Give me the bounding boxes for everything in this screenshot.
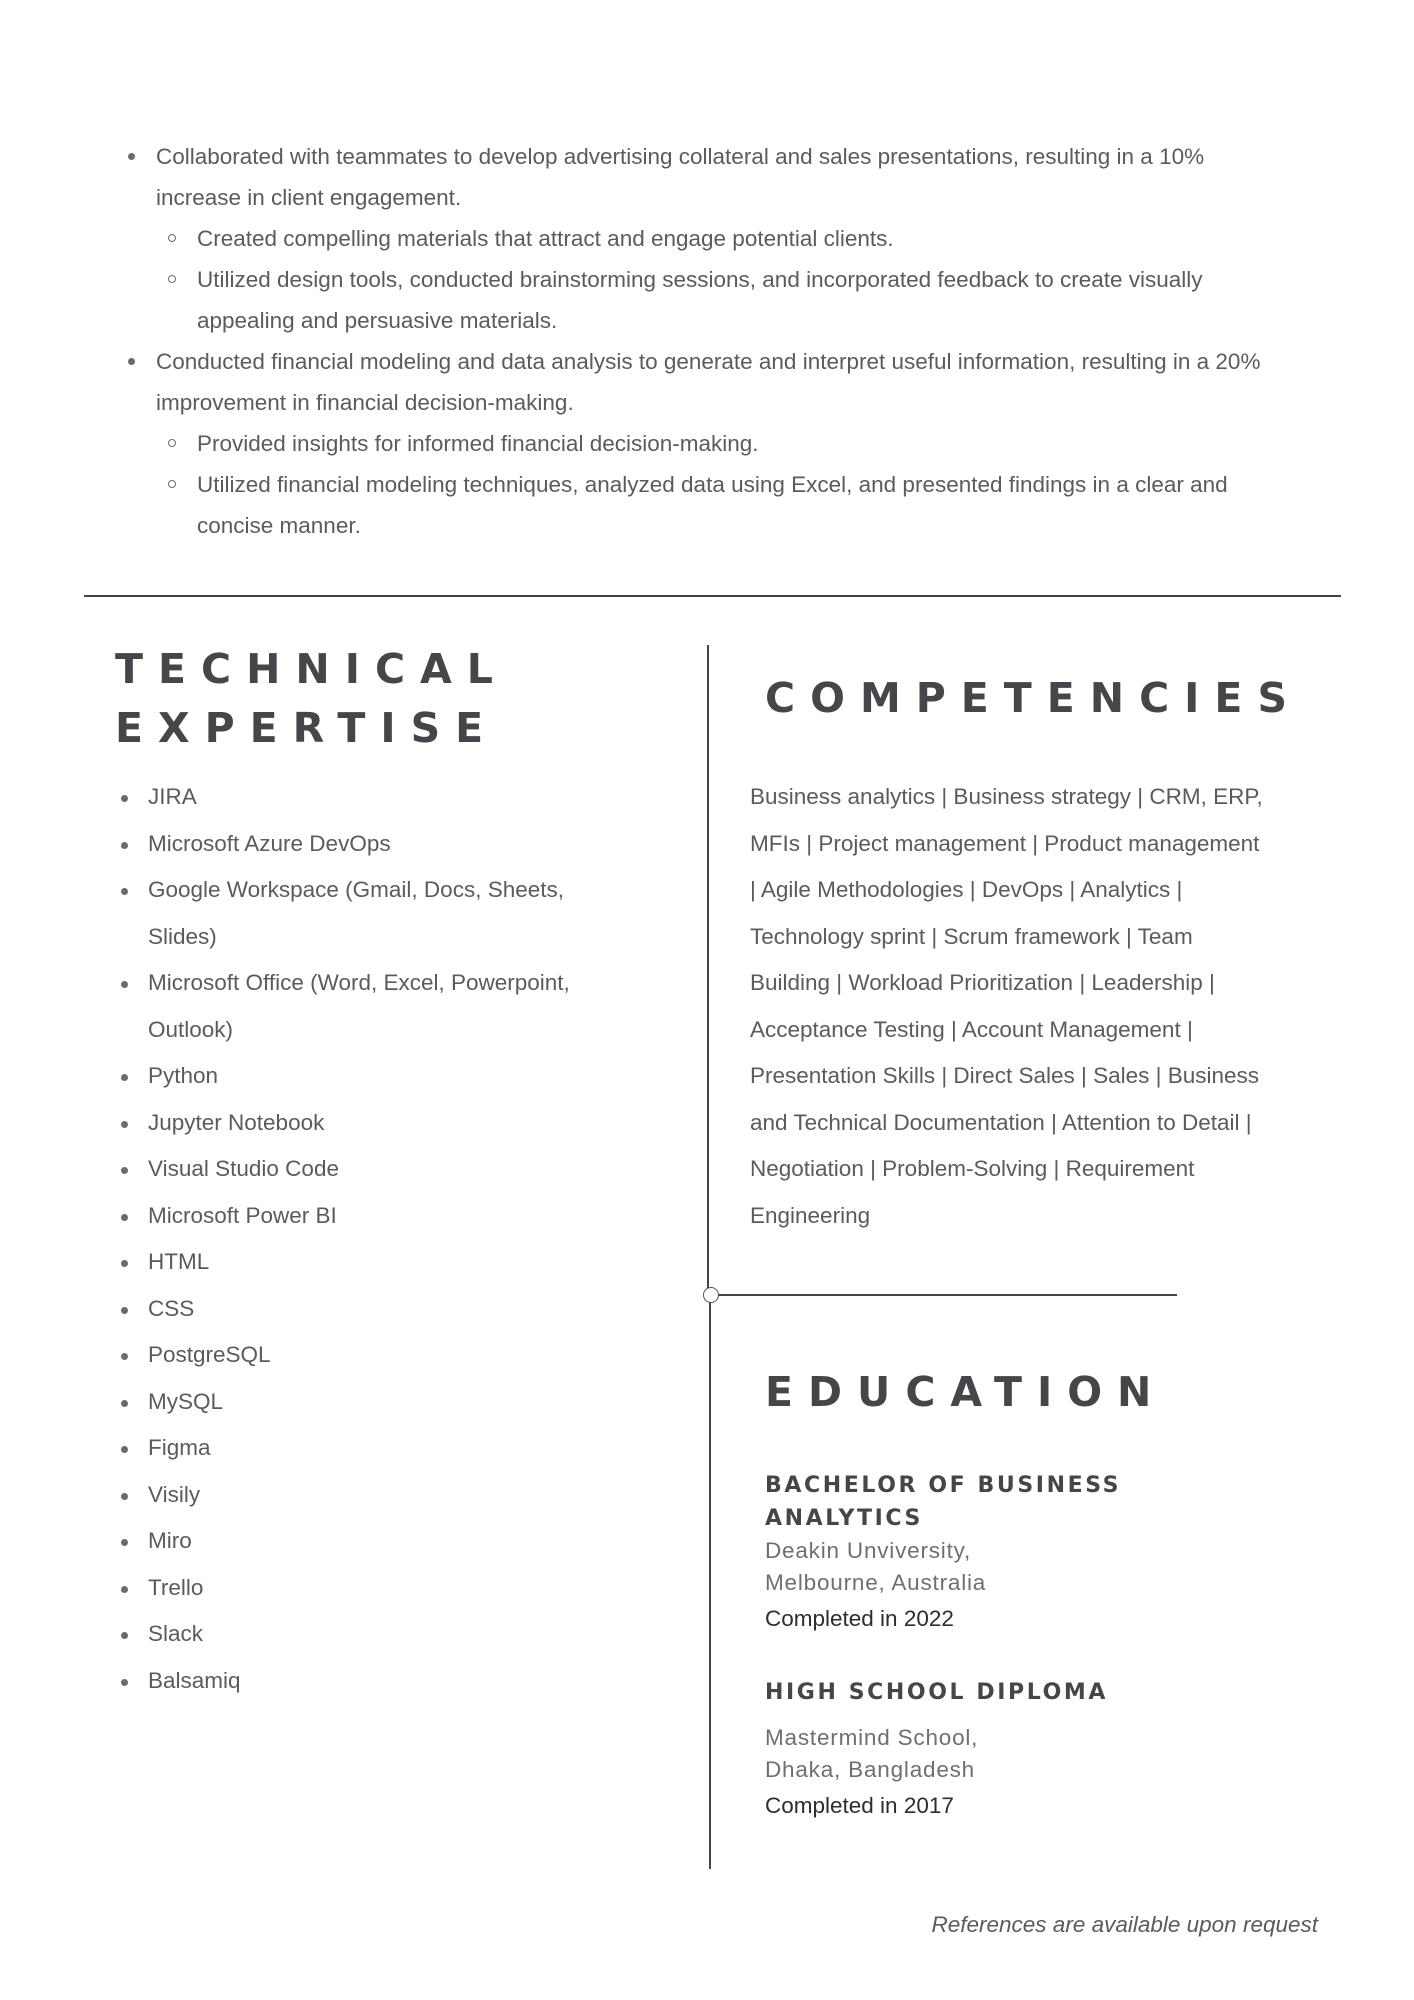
skill-item: Microsoft Power BI — [115, 1193, 575, 1240]
degree-title: HIGH SCHOOL DIPLOMA — [765, 1680, 1109, 1705]
column-divider-bottom — [709, 1295, 711, 1869]
degree-title-line1: BACHELOR OF BUSINESS — [765, 1473, 1122, 1498]
skill-item: Google Workspace (Gmail, Docs, Sheets, Slides) — [115, 867, 575, 960]
experience-sub-bullet: Provided insights for informed financial decision-making. — [120, 423, 1280, 464]
education-heading: EDUCATION — [765, 1368, 1167, 1416]
skill-item: Jupyter Notebook — [115, 1100, 575, 1147]
education-entry-highschool — [765, 1676, 1245, 1824]
technical-heading-line1: TECHNICAL — [115, 645, 508, 693]
technical-heading — [115, 640, 508, 758]
section-divider — [84, 595, 1341, 597]
skill-item: Microsoft Office (Word, Excel, Powerpoint, Outlook) — [115, 960, 575, 1053]
completion-date: Completed in 2022 — [765, 1606, 954, 1631]
competencies-text: Business analytics | Business strategy | CRM, ERP, MFIs | Project management | Product management | Agile Methodologies | DevOps | Analytics | Technology sprint | Scrum framework | Team Building | Workload Prioritization | Leadership | Acceptance Testing | Account Management | Presentation Skills | Direct Sales | Sales | Business and Technical Documentation | Attention to Detail | Negotiation | Problem-Solving | Requirement Engineering — [750, 784, 1263, 1228]
skill-item: Microsoft Azure DevOps — [115, 821, 575, 868]
skill-item: Visual Studio Code — [115, 1146, 575, 1193]
skill-item: Miro — [115, 1518, 575, 1565]
column-divider-top — [707, 645, 709, 1295]
experience-bullet-list — [120, 136, 1280, 546]
school-name: Deakin Unviversity, — [765, 1538, 972, 1563]
skill-item: JIRA — [115, 774, 575, 821]
completion-date: Completed in 2017 — [765, 1793, 954, 1818]
technical-heading-line2: EXPERTISE — [115, 704, 499, 752]
skill-item: Visily — [115, 1472, 575, 1519]
competencies-divider — [718, 1294, 1177, 1296]
experience-bullet: Conducted financial modeling and data analysis to generate and interpret useful information, resulting in a 20% improvement in financial decision-making. — [120, 341, 1280, 423]
competencies-heading: COMPETENCIES — [765, 674, 1302, 722]
skill-item: HTML — [115, 1239, 575, 1286]
experience-bullet: Collaborated with teammates to develop advertising collateral and sales presentations, resulting in a 10% increase in client engagement. — [120, 136, 1280, 218]
references-note: References are available upon request — [931, 1912, 1318, 1937]
skill-item: PostgreSQL — [115, 1332, 575, 1379]
school-name: Mastermind School, — [765, 1725, 979, 1750]
skill-item: Slack — [115, 1611, 575, 1658]
skill-item: Python — [115, 1053, 575, 1100]
experience-sub-bullet: Utilized financial modeling techniques, analyzed data using Excel, and presented findings in a clear and concise manner. — [120, 464, 1280, 546]
divider-node — [703, 1287, 719, 1303]
skill-item: CSS — [115, 1286, 575, 1333]
experience-sub-bullet: Created compelling materials that attract and engage potential clients. — [120, 218, 1280, 259]
skill-item: Figma — [115, 1425, 575, 1472]
school-location: Melbourne, Australia — [765, 1570, 987, 1595]
technical-skills-list — [115, 774, 575, 1704]
school-location: Dhaka, Bangladesh — [765, 1757, 975, 1782]
degree-title-line2: ANALYTICS — [765, 1506, 923, 1531]
skill-item: MySQL — [115, 1379, 575, 1426]
experience-sub-bullet: Utilized design tools, conducted brainstorming sessions, and incorporated feedback to create visually appealing and persuasive materials. — [120, 259, 1280, 341]
skill-item: Trello — [115, 1565, 575, 1612]
skill-item: Balsamiq — [115, 1658, 575, 1705]
education-entry-bachelor — [765, 1469, 1245, 1637]
